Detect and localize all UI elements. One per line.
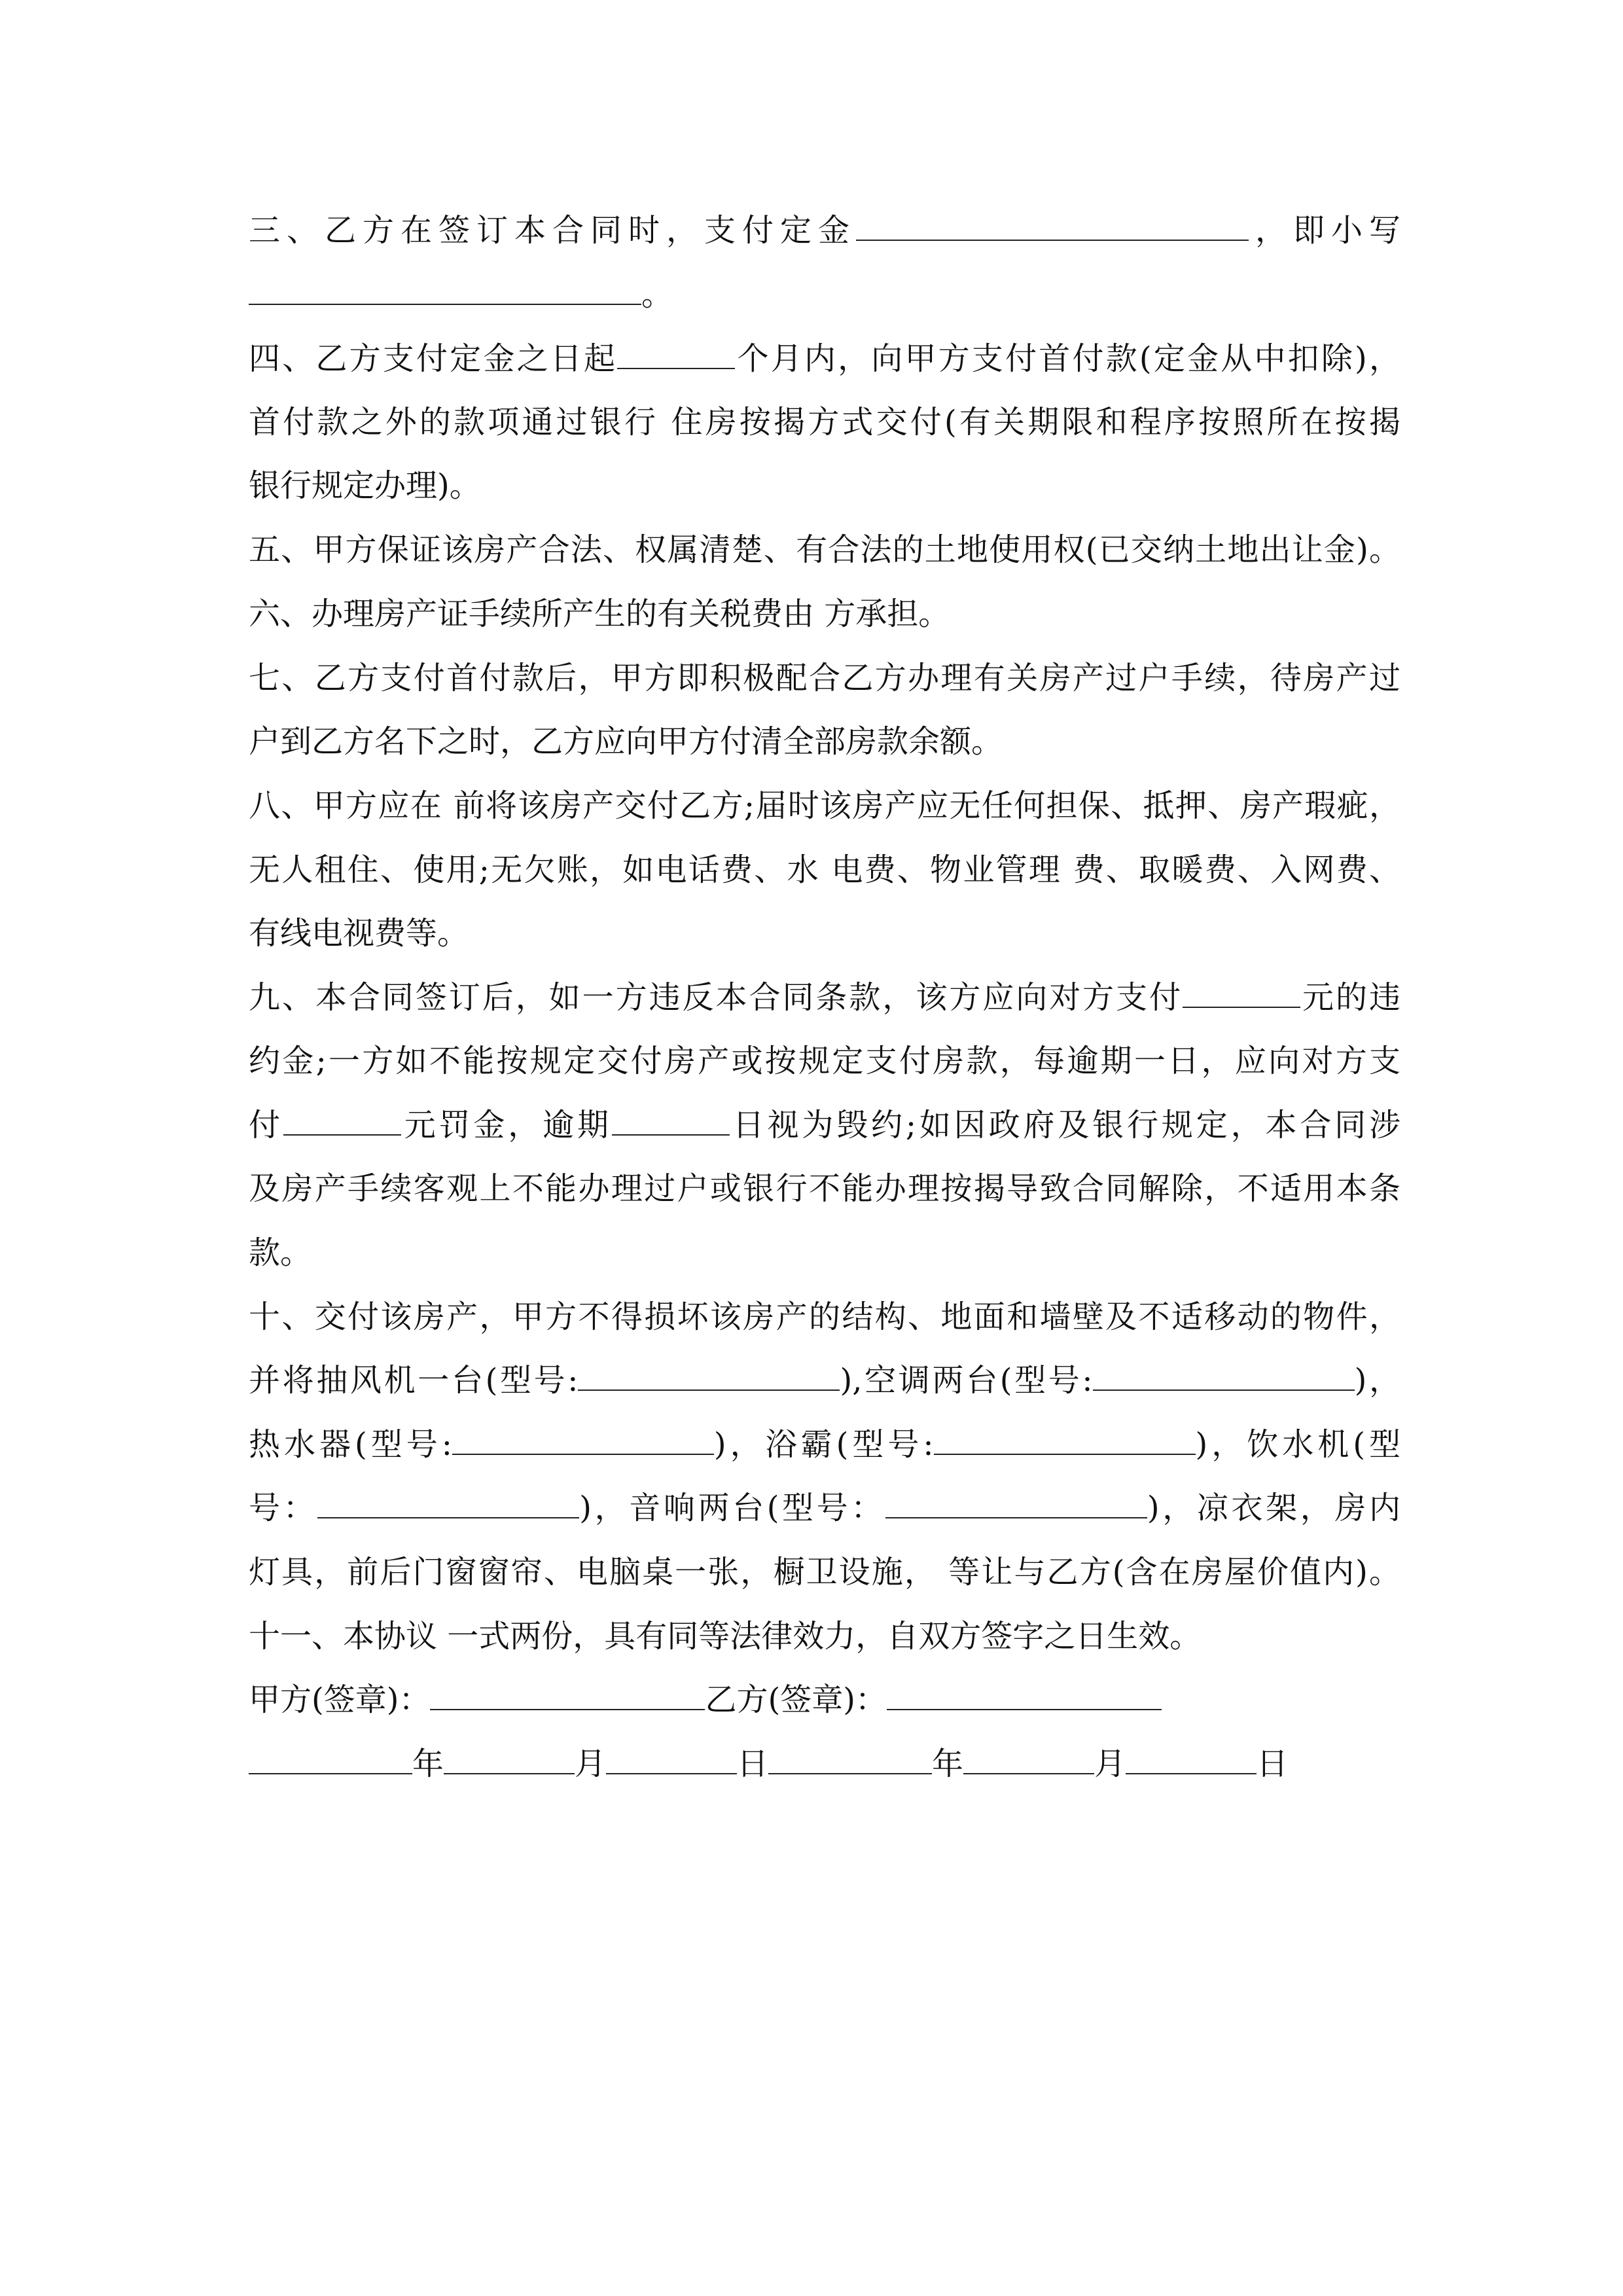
clause-5-line-1: 五、甲方保证该房产合法、权属清楚、有合法的土地使用权(已交纳土地出让金)。 [249,531,1400,568]
clause-3-line-2: 。 [249,275,1400,314]
clause-11-line-1: 十一、本协议 一式两份，具有同等法律效力，自双方签字之日生效。 [249,1618,1202,1655]
water-dispenser-model-blank[interactable] [317,1488,579,1518]
bath-heater-model-blank[interactable] [934,1425,1196,1455]
clause-10-line-2: 并将抽风机一台(型号: ),空调两台(型号: )， [249,1362,1400,1399]
range-hood-model-blank[interactable] [578,1361,840,1391]
clause-9-line-4: 及房产手续客观上不能办理过户或银行不能办理按揭导致合同解除，不适用本条 [249,1170,1400,1207]
clause-10-line-1: 十、交付该房产，甲方不得损坏该房产的结构、地面和墙壁及不适移动的物件， [249,1299,1400,1335]
party-b-signature-blank[interactable] [887,1680,1162,1710]
clause-7-line-1: 七、乙方支付首付款后，甲方即积极配合乙方办理有关房产过户手续，待房产过 [249,660,1400,696]
party-b-month-blank[interactable] [963,1744,1094,1774]
party-b-year-blank[interactable] [768,1744,932,1774]
deposit-lowercase-blank[interactable] [249,275,641,305]
clause-6-line-1: 六、办理房产证手续所产生的有关税费由 方承担。 [249,596,950,632]
date-row: 年 月 日 年 月 日 [249,1744,1400,1784]
clause-4-line-3: 银行规定办理)。 [249,467,481,504]
water-heater-model-blank[interactable] [452,1425,714,1455]
months-blank[interactable] [617,339,735,369]
clause-3-line-1: 三、乙方在签订本合同时，支付定金 ，即小写 [249,212,1400,249]
clause-4-line-1: 四、乙方支付定金之日起 个月内，向甲方支付首付款(定金从中扣除)， [249,340,1400,377]
speaker-model-blank[interactable] [885,1488,1147,1518]
penalty-amount-blank[interactable] [1183,978,1300,1008]
clause-4-line-2: 首付款之外的款项通过银行 住房按揭方式交付(有关期限和程序按照所在按揭 [249,404,1400,440]
party-b-day-blank[interactable] [1126,1744,1257,1774]
clause-9-line-5: 款。 [249,1234,312,1271]
clause-7-line-2: 户到乙方名下之时，乙方应向甲方付清全部房款余额。 [249,723,1003,760]
party-a-signature-blank[interactable] [430,1680,705,1710]
clause-9-line-3: 付 元罚金，逾期 日视为毁约;如因政府及银行规定，本合同涉 [249,1107,1400,1143]
daily-fine-blank[interactable] [283,1105,401,1136]
clause-8-line-1: 八、甲方应在 前将该房产交付乙方;届时该房产应无任何担保、抵押、房产瑕疵， [249,787,1400,824]
deposit-amount-blank[interactable] [856,211,1249,241]
clause-9-line-2: 约金;一方如不能按规定交付房产或按规定支付房款，每逾期一日，应向对方支 [249,1043,1400,1079]
clause-8-line-3: 有线电视费等。 [249,915,469,952]
party-a-day-blank[interactable] [606,1744,737,1774]
clause-10-line-4: 号： )，音响两台(型号： )，凉衣架，房内 [249,1490,1400,1526]
signature-row: 甲方(签章)： 乙方(签章)： [249,1680,1400,1719]
clause-9-line-1: 九、本合同签订后，如一方违反本合同条款，该方应向对方支付 元的违 [249,979,1400,1016]
clause-10-line-3: 热水器(型号: )，浴霸(型号: )，饮水机(型 [249,1426,1400,1463]
clause-10-line-5: 灯具，前后门窗窗帘、电脑桌一张，橱卫设施， 等让与乙方(含在房屋价值内)。 [249,1554,1400,1590]
party-a-month-blank[interactable] [444,1744,575,1774]
clause-8-line-2: 无人租住、使用;无欠账，如电话费、水 电费、物业管理 费、取暖费、入网费、 [249,852,1400,888]
overdue-days-blank[interactable] [612,1105,730,1136]
party-a-year-blank[interactable] [249,1744,412,1774]
air-conditioner-model-blank[interactable] [1093,1361,1355,1391]
